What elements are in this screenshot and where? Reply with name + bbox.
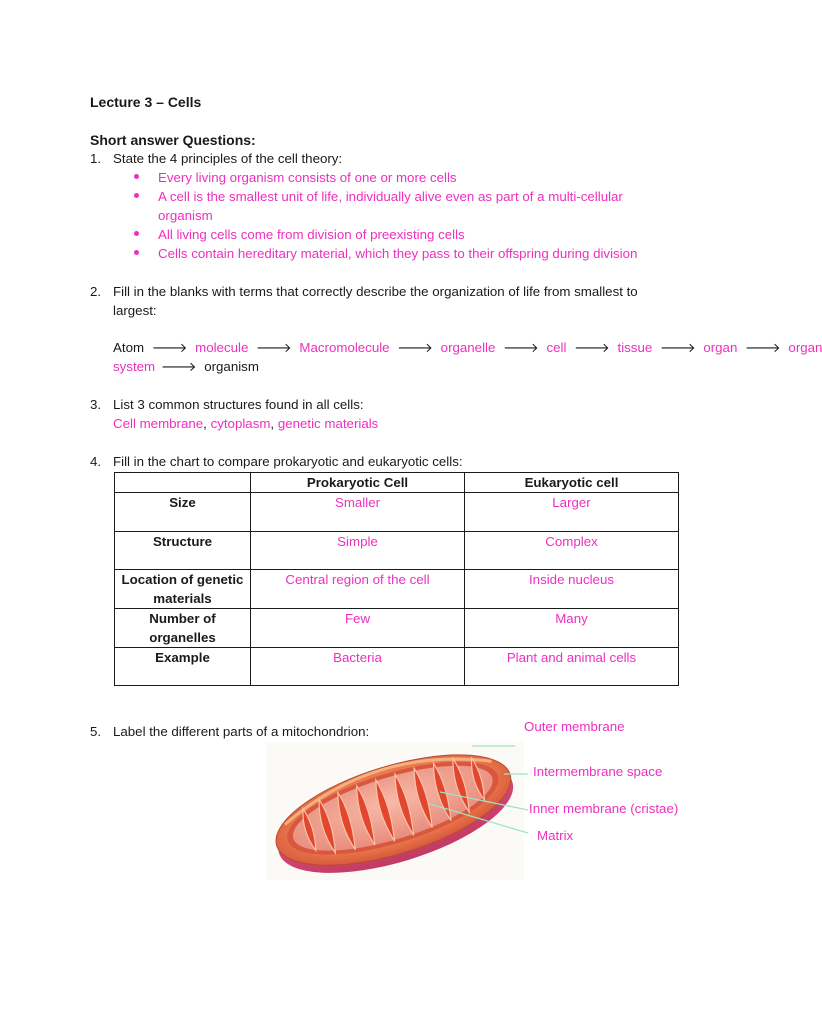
arrow-right-icon: 🡒: [256, 340, 292, 355]
page-title: Lecture 3 – Cells: [90, 94, 202, 110]
chain-tissue: tissue: [617, 340, 653, 355]
answer-cell-membrane: Cell membrane: [113, 416, 204, 431]
prokaryotic-value: Central region of the cell: [251, 570, 465, 609]
separator: ,: [270, 416, 278, 431]
list-item: Cells contain hereditary material, which they pass to their offspring during division: [158, 246, 638, 261]
table-row: [115, 570, 679, 609]
table-header-row: [115, 473, 679, 493]
bullet-icon: [134, 193, 142, 201]
arrow-right-icon: 🡒: [397, 340, 433, 355]
common-structures-answer: [113, 416, 378, 431]
label-matrix: Matrix: [537, 828, 574, 843]
row-label: Example: [115, 648, 251, 686]
arrow-right-icon: 🡒: [659, 340, 696, 355]
leader-lines: [400, 740, 530, 850]
table-header-empty: [115, 473, 251, 493]
arrow-right-icon: 🡒: [160, 359, 197, 374]
chain-organ: organ: [703, 340, 738, 355]
row-label: Size: [115, 493, 251, 532]
chain-organelle: organelle: [440, 340, 496, 355]
chain-organ-system: organ: [788, 340, 822, 355]
label-intermembrane-space: Intermembrane space: [533, 764, 663, 779]
bullet-icon: [134, 250, 142, 258]
question-number: 5.: [90, 724, 102, 739]
prokaryotic-value: Smaller: [251, 493, 465, 532]
question-number: 3.: [90, 397, 102, 412]
bullet-icon: [134, 174, 142, 182]
chain-atom: Atom: [113, 340, 145, 355]
prokaryotic-value: Few: [251, 609, 465, 648]
eukaryotic-value: Plant and animal cells: [465, 648, 679, 686]
separator: ,: [203, 416, 211, 431]
organization-chain: [113, 340, 822, 356]
question-number: 1.: [90, 151, 102, 166]
chain-cell: cell: [546, 340, 567, 355]
table-row: [115, 532, 679, 570]
table-row: [115, 609, 679, 648]
arrow-right-icon: 🡒: [574, 340, 610, 355]
leader-inner-membrane: [440, 792, 528, 810]
label-outer-membrane: Outer membrane: [524, 719, 625, 734]
answer-genetic-materials: genetic materials: [277, 416, 379, 431]
prokaryotic-value: Bacteria: [251, 648, 465, 686]
question-number: 2.: [90, 284, 102, 299]
table-header-eukaryotic: Eukaryotic cell: [465, 473, 679, 493]
prokaryotic-value: Simple: [251, 532, 465, 570]
row-label: Number of organelles: [115, 609, 251, 648]
list-item: All living cells come from division of preexisting cells: [158, 227, 465, 242]
chain-molecule: molecule: [195, 340, 249, 355]
list-item-continued: organism: [158, 208, 213, 223]
question-text: Label the different parts of a mitochondrion:: [113, 724, 370, 739]
chain-macromolecule: Macromolecule: [299, 340, 390, 355]
section-subtitle: Short answer Questions:: [90, 132, 256, 148]
eukaryotic-value: Many: [465, 609, 679, 648]
table-row: [115, 493, 679, 532]
leader-matrix: [430, 804, 528, 833]
question-text: List 3 common structures found in all cells:: [113, 397, 364, 412]
question-text: Fill in the blanks with terms that correctly describe the organization of life from smallest to: [113, 284, 638, 299]
eukaryotic-value: Larger: [465, 493, 679, 532]
question-number: 4.: [90, 454, 102, 469]
chain-organism: organism: [204, 359, 259, 374]
answer-cytoplasm: cytoplasm: [210, 416, 271, 431]
chain-organ-system-cont: system: [113, 359, 156, 374]
comparison-table: [114, 472, 679, 686]
eukaryotic-value: Complex: [465, 532, 679, 570]
row-label: Structure: [115, 532, 251, 570]
arrow-right-icon: 🡒: [151, 340, 188, 355]
arrow-right-icon: 🡒: [745, 340, 781, 355]
arrow-right-icon: 🡒: [503, 340, 539, 355]
question-text-continued: largest:: [113, 303, 157, 318]
table-header-prokaryotic: Prokaryotic Cell: [251, 473, 465, 493]
table-row: [115, 648, 679, 686]
list-item: Every living organism consists of one or more cells: [158, 170, 457, 185]
list-item: A cell is the smallest unit of life, individually alive even as part of a multi-cellular: [158, 189, 623, 204]
eukaryotic-value: Inside nucleus: [465, 570, 679, 609]
bullet-icon: [134, 231, 142, 239]
label-inner-membrane: Inner membrane (cristae): [529, 801, 679, 816]
row-label: Location of genetic materials: [115, 570, 251, 609]
question-text: Fill in the chart to compare prokaryotic and eukaryotic cells:: [113, 454, 463, 469]
question-text: State the 4 principles of the cell theory:: [113, 151, 343, 166]
organization-chain-continued: [113, 359, 259, 375]
